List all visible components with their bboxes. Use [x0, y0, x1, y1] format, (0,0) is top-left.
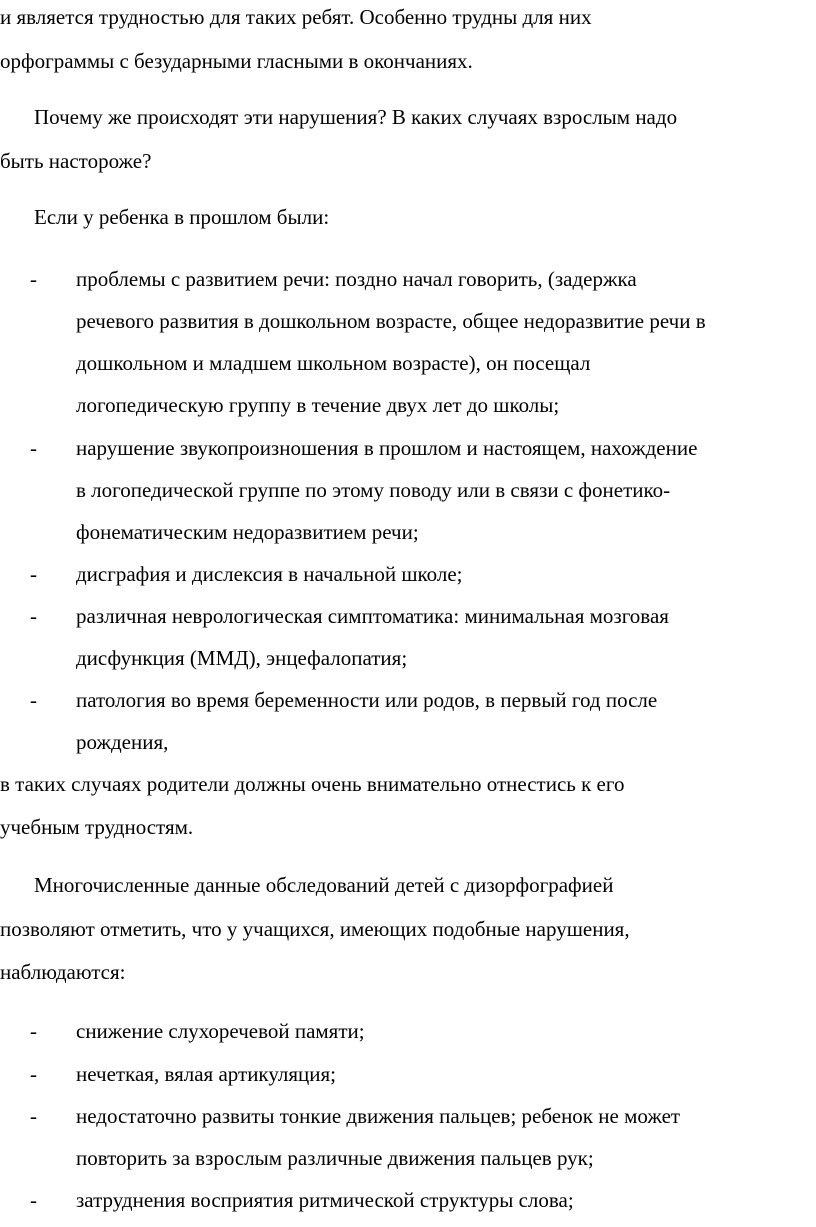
text-line: дисграфия и дислексия в начальной школе; — [76, 562, 463, 586]
list-bullet: - — [30, 562, 37, 586]
text-line: нарушение звукопроизношения в прошлом и настоящем, нахождение — [76, 436, 698, 460]
text-line: позволяют отметить, что у учащихся, имеющих подобные нарушения, — [0, 917, 630, 941]
text-line: рождения, — [76, 730, 169, 754]
text-line: Почему же происходят эти нарушения? В каких случаях взрослым надо — [34, 105, 678, 129]
text-line: логопедическую группу в течение двух лет до школы; — [76, 393, 560, 417]
text-line: повторить за взрослым различные движения пальцев рук; — [76, 1146, 594, 1170]
list-bullet: - — [30, 1188, 37, 1212]
text-line: фонематическим недоразвитием речи; — [76, 520, 419, 544]
text-line: Многочисленные данные обследований детей с дизорфографией — [34, 873, 614, 897]
list-bullet: - — [30, 604, 37, 628]
list-bullet: - — [30, 688, 37, 712]
text-line: снижение слухоречевой памяти; — [76, 1019, 365, 1043]
text-line: учебным трудностям. — [0, 815, 194, 839]
text-line: Если у ребенка в прошлом были: — [34, 205, 330, 229]
text-line: быть настороже? — [0, 149, 152, 173]
list-bullet: - — [30, 436, 37, 460]
text-line: различная неврологическая симптоматика: минимальная мозговая — [76, 604, 669, 628]
text-line: в таких случаях родители должны очень внимательно отнестись к его — [0, 772, 625, 796]
text-line: проблемы с развитием речи: поздно начал говорить, (задержка — [76, 267, 637, 291]
text-line: затруднения восприятия ритмической структуры слова; — [76, 1188, 574, 1212]
text-line: нечеткая, вялая артикуляция; — [76, 1062, 337, 1086]
text-line: в логопедической группе по этому поводу или в связи с фонетико- — [76, 478, 671, 502]
list-bullet: - — [30, 1062, 37, 1086]
text-line: патология во время беременности или родов, в первый год после — [76, 688, 658, 712]
text-line: и является трудностью для таких ребят. Особенно трудны для них — [0, 5, 592, 29]
list-bullet: - — [30, 1104, 37, 1128]
text-line: дисфункция (ММД), энцефалопатия; — [76, 646, 408, 670]
list-bullet: - — [30, 267, 37, 291]
text-line: речевого развития в дошкольном возрасте, общее недоразвитие речи в — [76, 309, 706, 333]
list-bullet: - — [30, 1019, 37, 1043]
text-line: дошкольном и младшем школьном возрасте), он посещал — [76, 351, 591, 375]
text-line: орфограммы с безударными гласными в окончаниях. — [0, 49, 473, 73]
text-line: недостаточно развиты тонкие движения пальцев; ребенок не может — [76, 1104, 681, 1128]
text-line: наблюдаются: — [0, 960, 126, 984]
